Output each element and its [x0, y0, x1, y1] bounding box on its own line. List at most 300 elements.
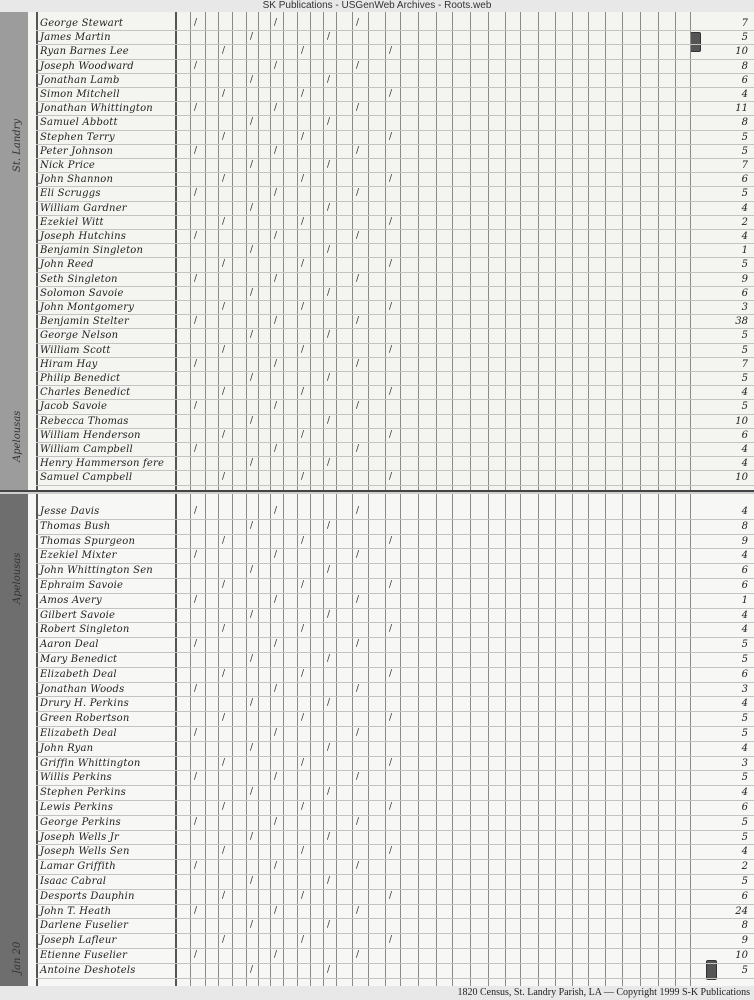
tally-mark: /: [301, 89, 305, 99]
tally-mark: /: [250, 202, 254, 213]
household-total: 4: [741, 624, 748, 636]
ledger-row-rule: [36, 978, 754, 979]
tally-mark: /: [327, 415, 331, 426]
ledger-row-rule: [36, 158, 754, 159]
household-total: 5: [741, 401, 748, 413]
ledger-column-rule: [232, 12, 233, 490]
ledger-row-rule: [36, 726, 754, 727]
household-total: 6: [741, 565, 748, 577]
tally-mark: /: [301, 131, 305, 142]
household-total: 10: [735, 472, 748, 484]
household-total: 5: [741, 654, 748, 665]
tally-mark: /: [389, 174, 393, 185]
household-total: 5: [741, 876, 748, 887]
household-total: 24: [735, 905, 748, 917]
ledger-row-rule: [36, 59, 754, 60]
ledger-row-rule: [36, 215, 754, 216]
ledger-column-rule: [418, 12, 419, 490]
archive-header: [0, 0, 754, 12]
ledger-column-rule: [622, 12, 623, 490]
tally-mark: /: [301, 935, 305, 946]
head-of-household-name: Eli Scruggs: [40, 188, 101, 200]
tally-mark: /: [194, 145, 198, 156]
head-of-household-name: William Henderson: [40, 429, 141, 441]
ledger-column-rule: [658, 12, 659, 490]
ledger-column-rule: [336, 12, 337, 490]
head-of-household-name: Peter Johnson: [40, 145, 114, 157]
ledger-column-rule: [520, 12, 521, 490]
ledger-row-rule: [36, 115, 754, 116]
tally-mark: /: [389, 846, 393, 857]
household-total: 9: [741, 535, 748, 547]
ledger-row-rule: [36, 485, 754, 486]
head-of-household-name: Elizabeth Deal: [40, 668, 117, 680]
head-of-household-name: Joseph Wells Jr: [40, 831, 119, 843]
ledger-row-rule: [36, 73, 754, 74]
ledger-row-rule: [36, 696, 754, 697]
head-of-household-name: Gilbert Savoie: [40, 609, 116, 621]
tally-mark: /: [327, 654, 331, 664]
household-total: 5: [741, 330, 748, 342]
tally-mark: /: [301, 580, 305, 590]
tally-mark: /: [250, 32, 254, 43]
tally-mark: /: [327, 565, 331, 576]
ledger-column-rule: [488, 12, 489, 490]
ledger-column-rule: [270, 12, 271, 490]
ledger-row-rule: [36, 144, 754, 145]
ledger-row-rule: [36, 229, 754, 230]
tally-mark: /: [389, 890, 393, 901]
head-of-household-name: Mary Benedict: [40, 654, 118, 665]
household-total: 5: [741, 964, 748, 976]
tally-mark: /: [301, 387, 305, 398]
tally-mark: /: [327, 876, 331, 886]
household-total: 4: [741, 609, 748, 621]
tally-mark: /: [356, 905, 360, 916]
tally-mark: /: [194, 861, 198, 872]
ledger-column-rule: [588, 12, 589, 490]
household-total: 4: [741, 444, 748, 455]
head-of-household-name: George Perkins: [40, 816, 121, 828]
head-of-household-name: Samuel Abbott: [40, 117, 118, 129]
tally-mark: /: [356, 401, 360, 412]
head-of-household-name: John T. Heath: [40, 905, 112, 917]
tally-mark: /: [327, 160, 331, 170]
tally-mark: /: [327, 245, 331, 256]
tally-mark: /: [327, 458, 331, 469]
ledger-row-rule: [36, 44, 754, 45]
household-total: 5: [741, 145, 748, 157]
household-total: 6: [741, 174, 748, 186]
head-of-household-name: Rebecca Thomas: [40, 415, 129, 427]
ledger-row-rule: [36, 172, 754, 173]
tally-mark: /: [327, 202, 331, 213]
household-total: 6: [741, 668, 748, 680]
ledger-row-rule: [36, 904, 754, 905]
tally-mark: /: [301, 344, 305, 355]
tally-mark: /: [356, 728, 360, 738]
head-of-household-name: Desports Dauphin: [40, 890, 135, 902]
head-of-household-name: Henry Hammerson fere: [40, 458, 165, 470]
head-of-household-name: Joseph Lafleur: [40, 935, 117, 947]
household-total: 8: [741, 520, 748, 532]
tally-mark: /: [194, 103, 198, 114]
ledger-row-rule: [36, 286, 754, 287]
tally-mark: /: [356, 861, 360, 872]
household-total: 1: [741, 245, 748, 257]
ledger-column-rule: [323, 12, 324, 490]
tally-mark: /: [301, 259, 305, 270]
household-total: 4: [741, 506, 748, 517]
head-of-household-name: Darlene Fuselier: [40, 920, 129, 932]
tally-mark: /: [274, 401, 278, 412]
tally-mark: /: [274, 358, 278, 369]
head-of-household-name: Lewis Perkins: [40, 802, 114, 813]
head-of-household-name: Elizabeth Deal: [40, 728, 117, 739]
ledger-row-rule: [36, 637, 754, 638]
household-total: 5: [741, 373, 748, 384]
ledger-row-rule: [36, 711, 754, 712]
ledger-row-rule: [36, 948, 754, 949]
tally-mark: /: [301, 535, 305, 546]
ledger-row-rule: [36, 593, 754, 594]
tally-mark: /: [222, 713, 226, 724]
tally-mark: /: [389, 935, 393, 946]
tally-mark: /: [274, 905, 278, 916]
tally-mark: /: [389, 344, 393, 355]
tally-mark: /: [274, 316, 278, 327]
tally-mark: /: [389, 216, 393, 227]
head-of-household-name: Jonathan Woods: [40, 683, 125, 695]
head-of-household-name: George Stewart: [40, 18, 124, 29]
tally-mark: /: [389, 46, 393, 57]
ledger-column-rule: [572, 12, 573, 490]
household-total: 4: [741, 787, 748, 799]
tally-mark: /: [356, 273, 360, 284]
page-stamp: [690, 32, 701, 52]
tally-mark: /: [222, 89, 226, 99]
ledger-column-rule: [605, 12, 606, 490]
tally-mark: /: [222, 757, 226, 768]
ledger-row-rule: [36, 622, 754, 623]
head-of-household-name: Ryan Barnes Lee: [40, 46, 129, 58]
household-total: 8: [741, 60, 748, 72]
household-total: 5: [741, 344, 748, 356]
tally-mark: /: [274, 103, 278, 114]
ledger-row-rule: [36, 800, 754, 801]
household-total: 4: [741, 458, 748, 470]
tally-mark: /: [250, 920, 254, 931]
ledger-row-rule: [36, 770, 754, 771]
tally-mark: /: [274, 231, 278, 241]
household-total: 7: [741, 160, 748, 171]
head-of-household-name: Willis Perkins: [40, 772, 112, 784]
tally-mark: /: [222, 302, 226, 312]
tally-mark: /: [222, 259, 226, 270]
ledger-row-rule: [36, 918, 754, 919]
household-total: 5: [741, 728, 748, 739]
ledger-row-rule: [36, 343, 754, 344]
district-label: Apelousas: [12, 410, 23, 462]
tally-mark: /: [250, 117, 254, 128]
tally-mark: /: [389, 668, 393, 679]
household-total: 8: [741, 117, 748, 129]
head-of-household-name: Charles Benedict: [40, 387, 131, 399]
tally-mark: /: [250, 245, 254, 256]
tally-mark: /: [250, 964, 254, 975]
ledger-row-rule: [36, 815, 754, 816]
head-of-household-name: Ezekiel Mixter: [40, 550, 117, 562]
tally-mark: /: [327, 698, 331, 709]
tally-mark: /: [301, 302, 305, 312]
ledger-row-rule: [36, 30, 754, 31]
household-total: 6: [741, 429, 748, 441]
head-of-household-name: Amos Avery: [40, 594, 102, 606]
household-total: 4: [741, 89, 748, 100]
district-label: Jan 20: [12, 941, 23, 974]
household-total: 4: [741, 742, 748, 754]
ledger-row-rule: [36, 272, 754, 273]
household-total: 10: [735, 46, 748, 58]
head-of-household-name: Joseph Woodward: [40, 60, 134, 72]
household-total: 6: [741, 802, 748, 813]
tally-mark: /: [250, 787, 254, 798]
ledger-row-rule: [36, 785, 754, 786]
head-of-household-name: Jonathan Lamb: [40, 74, 120, 86]
district-label: St. Landry: [12, 118, 23, 172]
head-of-household-name: Jacob Savoie: [40, 401, 108, 413]
tally-mark: /: [389, 757, 393, 768]
tally-mark: /: [301, 668, 305, 679]
tally-mark: /: [327, 287, 331, 298]
tally-mark: /: [274, 18, 278, 28]
tally-mark: /: [250, 74, 254, 85]
tally-mark: /: [389, 472, 393, 483]
tally-mark: /: [222, 535, 226, 546]
tally-mark: /: [250, 698, 254, 709]
ledger-row-rule: [36, 201, 754, 202]
ledger-row-rule: [36, 385, 754, 386]
tally-mark: /: [327, 330, 331, 341]
head-of-household-name: Thomas Bush: [40, 520, 111, 532]
ledger-column-rule: [436, 12, 437, 490]
household-total: 5: [741, 259, 748, 271]
tally-mark: /: [274, 273, 278, 284]
ledger-row-rule: [36, 963, 754, 964]
tally-mark: /: [356, 550, 360, 561]
tally-mark: /: [274, 683, 278, 694]
tally-mark: /: [250, 520, 254, 531]
ledger-row-rule: [36, 186, 754, 187]
tally-mark: /: [222, 472, 226, 483]
ledger-row-rule: [36, 889, 754, 890]
ledger-column-rule: [310, 12, 311, 490]
head-of-household-name: John Montgomery: [40, 302, 135, 313]
census-sheet-top: [0, 12, 754, 492]
ledger-row-rule: [36, 741, 754, 742]
tally-mark: /: [356, 639, 360, 650]
tally-mark: /: [301, 46, 305, 57]
household-total: 5: [741, 713, 748, 725]
ledger-column-rule: [246, 12, 247, 490]
tally-mark: /: [301, 890, 305, 901]
tally-mark: /: [222, 624, 226, 635]
head-of-household-name: Samuel Campbell: [40, 472, 133, 484]
head-of-household-name: John Ryan: [40, 742, 94, 754]
tally-mark: /: [356, 18, 360, 28]
household-total: 11: [735, 103, 748, 115]
tally-mark: /: [327, 609, 331, 620]
tally-mark: /: [274, 506, 278, 516]
ledger-column-rule: [283, 12, 284, 490]
ledger-column-rule: [36, 12, 38, 490]
tally-mark: /: [222, 802, 226, 812]
tally-mark: /: [389, 429, 393, 440]
ledger-row-rule: [36, 456, 754, 457]
tally-mark: /: [274, 861, 278, 872]
ledger-row-rule: [36, 608, 754, 609]
tally-mark: /: [389, 535, 393, 546]
tally-mark: /: [194, 18, 198, 28]
head-of-household-name: Hiram Hay: [40, 358, 98, 370]
tally-mark: /: [301, 802, 305, 812]
household-total: 6: [741, 287, 748, 299]
ledger-row-rule: [36, 519, 754, 520]
head-of-household-name: James Martin: [40, 32, 111, 44]
tally-mark: /: [194, 550, 198, 561]
tally-mark: /: [274, 950, 278, 960]
tally-mark: /: [274, 594, 278, 605]
tally-mark: /: [356, 816, 360, 827]
ledger-row-rule: [36, 357, 754, 358]
ledger-row-rule: [36, 414, 754, 415]
tally-mark: /: [327, 32, 331, 43]
tally-mark: /: [250, 373, 254, 383]
household-total: 4: [741, 387, 748, 399]
tally-mark: /: [194, 950, 198, 960]
tally-mark: /: [194, 594, 198, 605]
tally-mark: /: [194, 358, 198, 369]
ledger-column-rule: [385, 12, 386, 490]
tally-mark: /: [356, 231, 360, 241]
ledger-row-rule: [36, 756, 754, 757]
household-total: 38: [735, 316, 748, 328]
tally-mark: /: [356, 594, 360, 605]
tally-mark: /: [389, 802, 393, 812]
tally-mark: /: [356, 188, 360, 199]
tally-mark: /: [194, 273, 198, 284]
head-of-household-name: Griffin Whittington: [40, 757, 141, 769]
tally-mark: /: [250, 609, 254, 620]
tally-mark: /: [194, 444, 198, 454]
tally-mark: /: [327, 787, 331, 798]
head-of-household-name: Nick Price: [40, 160, 96, 171]
tally-mark: /: [327, 920, 331, 931]
household-total: 7: [741, 358, 748, 370]
ledger-column-rule: [205, 12, 206, 490]
tally-mark: /: [327, 831, 331, 842]
ledger-column-rule: [368, 12, 369, 490]
ledger-column-rule: [505, 12, 506, 490]
tally-mark: /: [389, 624, 393, 635]
ledger-row-rule: [36, 844, 754, 845]
household-total: 4: [741, 202, 748, 214]
ledger-row-rule: [36, 130, 754, 131]
ledger-row-rule: [36, 470, 754, 471]
head-of-household-name: Stephen Perkins: [40, 787, 126, 799]
head-of-household-name: Jesse Davis: [40, 506, 100, 517]
tally-mark: /: [356, 683, 360, 694]
ledger-column-rule: [218, 12, 219, 490]
tally-mark: /: [222, 46, 226, 57]
head-of-household-name: Aaron Deal: [40, 639, 99, 651]
household-total: 5: [741, 772, 748, 784]
tally-mark: /: [222, 668, 226, 679]
head-of-household-name: Drury H. Perkins: [40, 698, 129, 710]
ledger-column-rule: [175, 12, 177, 490]
household-total: 4: [741, 698, 748, 710]
ledger-row-rule: [36, 874, 754, 875]
ledger-row-rule: [36, 101, 754, 102]
head-of-household-name: Joseph Wells Sen: [40, 846, 130, 858]
household-total: 10: [735, 415, 748, 427]
tally-mark: /: [194, 506, 198, 516]
tally-mark: /: [274, 444, 278, 454]
tally-mark: /: [389, 713, 393, 724]
ledger-column-rule: [538, 12, 539, 490]
head-of-household-name: Simon Mitchell: [40, 89, 120, 100]
tally-mark: /: [222, 935, 226, 946]
tally-mark: /: [301, 713, 305, 724]
tally-mark: /: [389, 131, 393, 142]
ledger-column-rule: [640, 12, 641, 490]
copyright-footer: [0, 986, 754, 1000]
tally-mark: /: [389, 259, 393, 270]
tally-mark: /: [250, 654, 254, 664]
tally-mark: /: [274, 639, 278, 650]
tally-mark: /: [222, 429, 226, 440]
tally-mark: /: [222, 174, 226, 185]
ledger-row-rule: [36, 442, 754, 443]
tally-mark: /: [327, 117, 331, 128]
tally-mark: /: [250, 330, 254, 341]
ledger-row-rule: [36, 667, 754, 668]
tally-mark: /: [327, 742, 331, 753]
tally-mark: /: [194, 683, 198, 694]
household-total: 6: [741, 74, 748, 86]
household-total: 5: [741, 639, 748, 651]
tally-mark: /: [274, 60, 278, 71]
copyright-text: 1820 Census, St. Landry Parish, LA — Copyright 1999 S-K Publications: [457, 987, 750, 998]
tally-mark: /: [389, 302, 393, 312]
ledger-row-rule: [36, 87, 754, 88]
tally-mark: /: [194, 316, 198, 327]
tally-mark: /: [250, 458, 254, 469]
head-of-household-name: Jonathan Whittington: [40, 103, 153, 115]
tally-mark: /: [194, 401, 198, 412]
household-total: 7: [741, 18, 748, 29]
head-of-household-name: William Gardner: [40, 202, 127, 214]
tally-mark: /: [194, 639, 198, 650]
head-of-household-name: William Scott: [40, 344, 111, 356]
tally-mark: /: [194, 231, 198, 241]
household-total: 4: [741, 846, 748, 858]
tally-mark: /: [389, 580, 393, 590]
tally-mark: /: [389, 387, 393, 398]
head-of-household-name: Lamar Griffith: [40, 861, 116, 873]
head-of-household-name: Benjamin Singleton: [40, 245, 144, 257]
tally-mark: /: [250, 287, 254, 298]
